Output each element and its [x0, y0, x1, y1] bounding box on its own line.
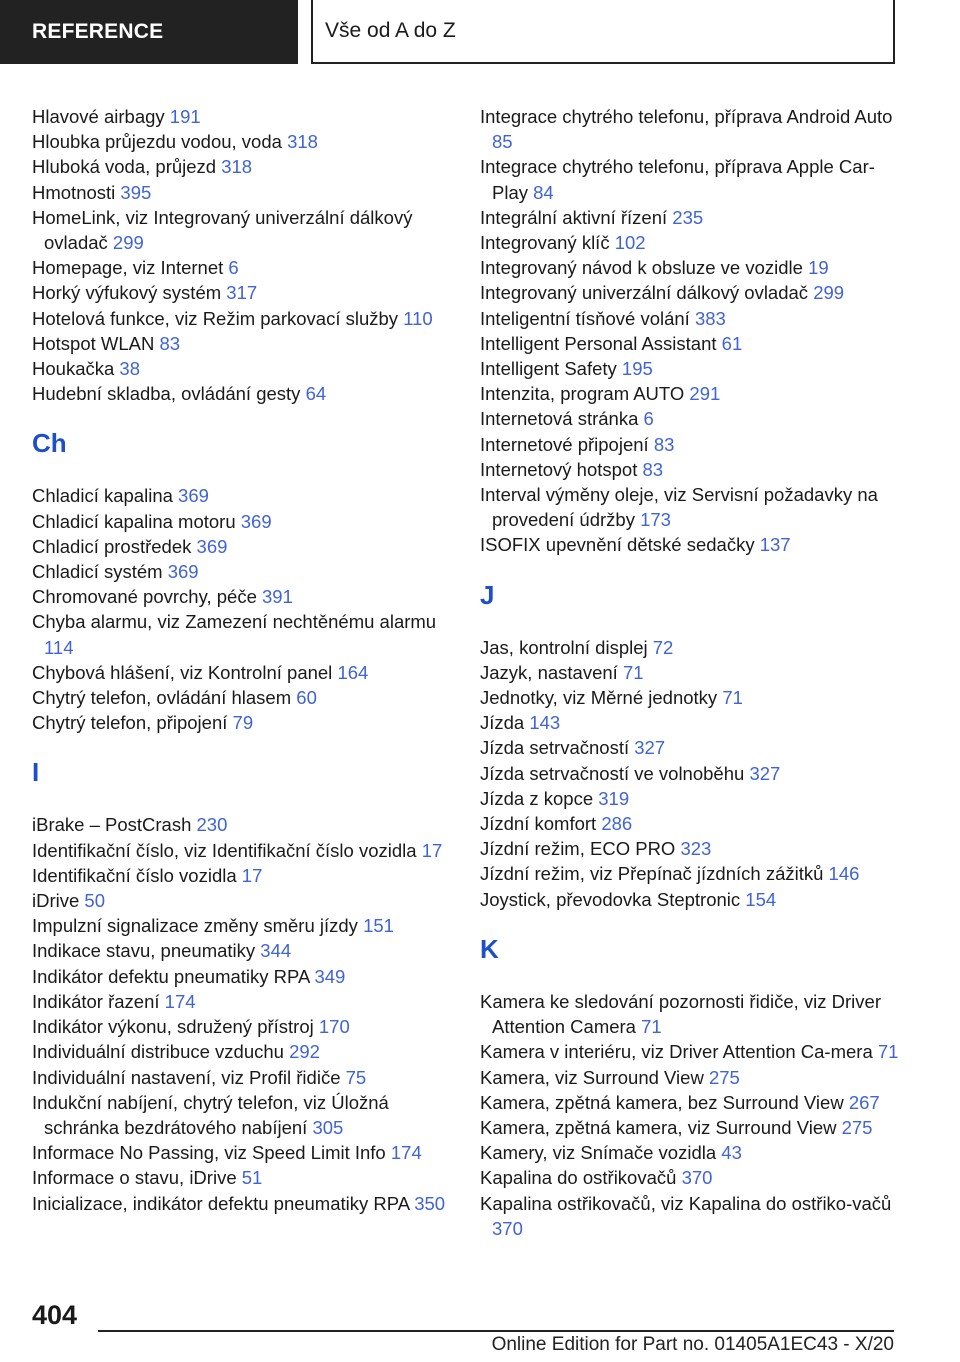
index-entry: [32, 710, 452, 735]
index-entry: [480, 735, 900, 760]
index-entry: [32, 1039, 452, 1064]
index-entry-page-link[interactable]: 51: [241, 1167, 263, 1189]
index-entry: [32, 205, 452, 255]
index-entry: [480, 381, 900, 406]
index-entry: [480, 255, 900, 280]
index-entry-page-link[interactable]: 174: [390, 1142, 422, 1164]
index-letter-heading: Ch: [32, 428, 67, 459]
index-entry: [480, 1039, 900, 1064]
index-entry-page-link[interactable]: 84: [533, 181, 554, 203]
index-entry: [32, 964, 452, 989]
index-entry-term: Indikátor řazení: [32, 990, 160, 1012]
index-entry-page-link[interactable]: 71: [722, 687, 743, 709]
index-entry-page-link[interactable]: 114: [44, 636, 74, 658]
index-entry-term: Chromované povrchy, péče: [32, 586, 257, 608]
index-entry: [480, 104, 900, 154]
index-entry: [480, 457, 900, 482]
index-entry: [32, 989, 452, 1014]
index-entry-term: Interval výměny oleje, viz Servisní požadavky na provedení údržby: [480, 484, 878, 531]
index-entry: [32, 104, 452, 129]
index-entry: [32, 938, 452, 963]
index-entry-page-link[interactable]: 395: [120, 181, 152, 203]
index-entry-page-link[interactable]: 317: [226, 282, 258, 304]
index-entry-page-link[interactable]: 102: [614, 232, 646, 254]
index-entry: [32, 381, 452, 406]
index-entry-term: Homepage, viz Internet: [32, 257, 224, 279]
index-entry: [480, 1165, 900, 1190]
index-entry-page-link[interactable]: 275: [708, 1066, 740, 1088]
index-entry-page-link[interactable]: 64: [305, 383, 327, 405]
index-entry: [480, 861, 900, 886]
index-entry: [32, 1090, 452, 1140]
index-entry-page-link[interactable]: 369: [240, 510, 272, 532]
index-entry: [480, 154, 900, 204]
index-entry-page-link[interactable]: 235: [672, 206, 704, 228]
index-entry: [32, 838, 452, 863]
index-entry: [480, 532, 900, 557]
index-entry: [32, 1065, 452, 1090]
index-entry-term: Hlavové airbagy: [32, 106, 165, 127]
index-entry-page-link[interactable]: 151: [363, 915, 394, 937]
index-entry-page-link[interactable]: 327: [749, 762, 781, 784]
index-entry-page-link[interactable]: 83: [653, 433, 675, 455]
index-entry: [480, 786, 900, 811]
index-entry-page-link[interactable]: 319: [598, 787, 630, 809]
index-entry-page-link[interactable]: 318: [287, 131, 318, 153]
index-entry-page-link[interactable]: 344: [260, 940, 292, 962]
section-label: REFERENCE: [32, 20, 164, 43]
index-entry-page-link[interactable]: 292: [289, 1041, 320, 1063]
index-entry: [480, 660, 900, 685]
index-entry-page-link[interactable]: 286: [601, 813, 633, 835]
index-entry-page-link[interactable]: 327: [634, 737, 666, 759]
index-entry: [480, 1140, 900, 1165]
index-entry-term: Intelligent Personal Assistant: [480, 332, 717, 354]
index-entry-term: HomeLink, viz Integrovaný univerzální dálkový ovladač: [32, 206, 413, 254]
index-entry-term: Intenzita, program AUTO: [480, 383, 685, 405]
index-entry: [32, 180, 452, 205]
index-entry-term: iBrake – PostCrash: [32, 814, 192, 836]
index-entry-term: Chladicí systém: [32, 561, 163, 583]
index-entry: [480, 989, 900, 1039]
index-column-left: [32, 104, 452, 1216]
index-entry: [32, 280, 452, 305]
index-entry-term: Hloubka průjezdu vodou, voda: [32, 131, 282, 153]
index-entry: [32, 660, 452, 685]
index-entry: [480, 836, 900, 861]
index-entry-term: Hmotnosti: [32, 181, 116, 203]
index-entry-term: Houkačka: [32, 358, 115, 380]
index-entry-page-link[interactable]: 110: [403, 307, 433, 329]
index-entry: [480, 331, 900, 356]
index-entry-term: Integrovaný univerzální dálkový ovladač: [480, 282, 809, 304]
index-entry-term: Individuální nastavení, viz Profil řidiče: [32, 1066, 341, 1088]
index-entry-term: Jízda setrvačností ve volnoběhu: [480, 762, 745, 784]
index-entry: [480, 1191, 900, 1241]
index-entry-page-link[interactable]: 299: [112, 232, 144, 254]
index-entry-page-link[interactable]: 267: [848, 1091, 880, 1113]
index-entry-page-link[interactable]: 170: [318, 1016, 350, 1038]
index-entry: [32, 306, 452, 331]
index-entry: [480, 306, 900, 331]
index-entry-term: Integrovaný klíč: [480, 232, 610, 254]
index-entry-term: Jízda setrvačností: [480, 737, 630, 759]
index-entry-term: Kamera, zpětná kamera, bez Surround View: [480, 1091, 844, 1113]
index-entry-page-link[interactable]: 137: [759, 534, 791, 556]
index-entry-page-link[interactable]: 391: [262, 586, 293, 608]
index-entry: [32, 483, 452, 508]
index-entry-term: Kamera, viz Surround View: [480, 1066, 704, 1088]
index-entry: [32, 534, 452, 559]
index-entry-term: Kapalina ostřikovačů, viz Kapalina do ostřiko-vačů: [480, 1192, 892, 1214]
index-entry-term: Jízdní režim, viz Přepínač jízdních zážitků: [480, 863, 824, 885]
index-entry-page-link[interactable]: 350: [414, 1192, 446, 1214]
index-entry-term: Jízda z kopce: [480, 787, 594, 809]
index-entry-term: Indikátor defektu pneumatiky RPA: [32, 965, 310, 987]
index-entry: [32, 685, 452, 710]
index-entry-term: Hotelová funkce, viz Režim parkovací služby: [32, 307, 399, 329]
index-entry: [480, 887, 900, 912]
index-entry-page-link[interactable]: 38: [119, 358, 140, 380]
index-entry: [32, 154, 452, 179]
index-entry: [480, 1115, 900, 1140]
index-entry-term: Jazyk, nastavení: [480, 661, 618, 683]
index-entry: [32, 863, 452, 888]
index-entry-page-link[interactable]: 72: [652, 636, 674, 658]
index-entry: [32, 584, 452, 609]
index-entry-term: Kamera v interiéru, viz Driver Attention Ca-mera: [480, 1041, 873, 1063]
index-entry: [480, 685, 900, 710]
index-entry-term: Hotspot WLAN: [32, 332, 155, 354]
footer-divider: [98, 1330, 894, 1332]
index-entry-page-link[interactable]: 61: [721, 332, 743, 354]
index-entry-page-link[interactable]: 369: [196, 535, 228, 557]
index-entry-term: Kamera, zpětná kamera, viz Surround View: [480, 1116, 837, 1138]
index-entry-page-link[interactable]: 164: [337, 661, 369, 683]
index-entry-page-link[interactable]: 349: [314, 965, 346, 987]
index-entry-page-link[interactable]: 50: [84, 890, 105, 912]
index-entry-term: Informace o stavu, iDrive: [32, 1167, 237, 1189]
index-letter-heading: K: [480, 933, 499, 964]
index-entry-page-link[interactable]: 369: [167, 561, 199, 583]
index-entry-page-link[interactable]: 191: [169, 106, 201, 127]
chapter-title: Vše od A do Z: [325, 19, 456, 42]
index-entry-page-link[interactable]: 369: [178, 485, 209, 507]
index-entry: [32, 1165, 452, 1190]
index-entry-term: Integrace chytrého telefonu, příprava Android Auto: [480, 106, 893, 127]
index-entry: [32, 1191, 452, 1216]
index-entry: [32, 129, 452, 154]
index-entry-page-link[interactable]: 75: [345, 1066, 367, 1088]
index-entry-term: Jízdní režim, ECO PRO: [480, 838, 676, 860]
index-entry-page-link[interactable]: 154: [745, 888, 777, 910]
index-entry-term: Kapalina do ostřikovačů: [480, 1167, 677, 1189]
index-entry: [480, 761, 900, 786]
index-entry-page-link[interactable]: 230: [196, 814, 228, 836]
index-entry-term: ISOFIX upevnění dětské sedačky: [480, 534, 755, 556]
index-entry-term: Internetová stránka: [480, 408, 639, 430]
index-entry-term: Internetový hotspot: [480, 458, 638, 480]
index-entry: [32, 559, 452, 584]
index-entry: [480, 280, 900, 305]
index-entry-page-link[interactable]: 43: [721, 1142, 742, 1164]
index-entry-page-link[interactable]: 83: [642, 458, 664, 480]
index-entry-term: Kamera ke sledování pozornosti řidiče, viz Driver Attention Camera: [480, 990, 881, 1038]
edition-footer: Online Edition for Part no. 01405A1EC43 - X/20: [491, 1334, 894, 1355]
index-entry-page-link[interactable]: 71: [641, 1016, 662, 1038]
index-entry-term: iDrive: [32, 890, 80, 912]
index-entry-term: Integrace chytrého telefonu, příprava Apple Car-Play: [480, 156, 875, 203]
index-entry-term: Indikace stavu, pneumatiky: [32, 940, 256, 962]
index-entry-term: Chytrý telefon, připojení: [32, 712, 228, 734]
index-entry-page-link[interactable]: 79: [232, 712, 254, 734]
index-column-right: [480, 104, 900, 1241]
index-entry-term: Inteligentní tísňové volání: [480, 307, 690, 329]
index-entry-term: Jas, kontrolní displej: [480, 636, 648, 658]
index-entry: [480, 482, 900, 532]
index-entry: [32, 1140, 452, 1165]
index-entry-term: Chladicí kapalina: [32, 485, 173, 507]
index-entry-page-link[interactable]: 85: [492, 131, 513, 153]
index-entry-term: Chybová hlášení, viz Kontrolní panel: [32, 661, 333, 683]
index-entry-page-link[interactable]: 174: [164, 990, 196, 1012]
index-entry: [32, 913, 452, 938]
index-entry-page-link[interactable]: 83: [159, 332, 181, 354]
index-entry: [32, 812, 452, 837]
index-entry-page-link[interactable]: 146: [828, 863, 860, 885]
index-entry-page-link[interactable]: 71: [622, 661, 644, 683]
index-entry-page-link[interactable]: 305: [312, 1116, 344, 1138]
index-entry-term: Integrální aktivní řízení: [480, 206, 668, 228]
index-entry: [480, 710, 900, 735]
index-entry-page-link[interactable]: 195: [621, 358, 653, 380]
index-entry-term: Identifikační číslo, viz Identifikační číslo vozidla: [32, 839, 417, 861]
index-entry: [480, 205, 900, 230]
index-entry-term: Intelligent Safety: [480, 358, 617, 380]
chapter-header: [311, 0, 895, 64]
index-entry-term: Kamery, viz Snímače vozidla: [480, 1142, 717, 1164]
index-entry-term: Indukční nabíjení, chytrý telefon, viz Úložná schránka bezdrátového nabíjení: [32, 1091, 389, 1138]
index-entry: [480, 811, 900, 836]
index-entry-term: Chyba alarmu, viz Zamezení nechtěnému alarmu: [32, 611, 437, 633]
index-entry-term: Hudební skladba, ovládání gesty: [32, 383, 301, 405]
index-entry: [480, 1090, 900, 1115]
index-entry-term: Joystick, převodovka Steptronic: [480, 888, 741, 910]
index-letter-heading: I: [32, 757, 40, 788]
index-entry-term: Jízdní komfort: [480, 813, 597, 835]
index-entry: [480, 1065, 900, 1090]
index-letter-heading: J: [480, 579, 495, 610]
section-tab: [0, 0, 298, 64]
index-entry-page-link[interactable]: 19: [808, 257, 829, 279]
index-entry: [32, 331, 452, 356]
index-entry-term: Jízda: [480, 712, 525, 734]
index-entry-page-link[interactable]: 17: [241, 864, 263, 886]
index-entry-page-link[interactable]: 323: [680, 838, 712, 860]
index-entry: [480, 432, 900, 457]
index-entry-term: Horký výfukový systém: [32, 282, 222, 304]
index-entry-term: Identifikační číslo vozidla: [32, 864, 237, 886]
index-entry: [32, 509, 452, 534]
index-entry-term: Impulzní signalizace změny směru jízdy: [32, 915, 358, 937]
index-entry-page-link[interactable]: 17: [421, 839, 443, 861]
index-entry-term: Integrovaný návod k obsluze ve vozidle: [480, 257, 803, 279]
index-entry-term: Jednotky, viz Měrné jednotky: [480, 687, 718, 709]
index-entry-term: Informace No Passing, viz Speed Limit Info: [32, 1142, 386, 1164]
index-entry-term: Chladicí prostředek: [32, 535, 192, 557]
index-entry: [32, 255, 452, 280]
index-entry-page-link[interactable]: 6: [228, 257, 239, 279]
index-entry-term: Hluboká voda, průjezd: [32, 156, 217, 178]
index-entry: [480, 406, 900, 431]
index-entry-page-link[interactable]: 6: [643, 408, 654, 430]
index-entry: [480, 230, 900, 255]
index-entry-page-link[interactable]: 370: [492, 1217, 523, 1239]
index-entry-page-link[interactable]: 383: [694, 307, 726, 329]
index-entry: [32, 609, 452, 659]
index-entry: [32, 356, 452, 381]
index-entry-page-link[interactable]: 173: [640, 509, 671, 531]
index-entry-term: Internetové připojení: [480, 433, 649, 455]
index-entry-page-link[interactable]: 291: [689, 383, 721, 405]
index-entry: [480, 356, 900, 381]
index-entry: [480, 635, 900, 660]
index-entry-term: Chytrý telefon, ovládání hlasem: [32, 687, 292, 709]
index-entry-page-link[interactable]: 71: [877, 1041, 899, 1063]
index-entry-page-link[interactable]: 275: [841, 1116, 873, 1138]
index-entry-page-link[interactable]: 318: [221, 156, 253, 178]
index-entry-page-link[interactable]: 299: [813, 282, 845, 304]
index-entry-term: Chladicí kapalina motoru: [32, 510, 236, 532]
index-entry-term: Individuální distribuce vzduchu: [32, 1041, 284, 1063]
page-number: 404: [32, 1300, 78, 1330]
index-entry-page-link[interactable]: 143: [529, 712, 561, 734]
index-entry-page-link[interactable]: 60: [296, 687, 317, 709]
index-entry: [32, 1014, 452, 1039]
index-entry-term: Inicializace, indikátor defektu pneumatiky RPA: [32, 1192, 410, 1214]
index-entry: [32, 888, 452, 913]
index-entry-term: Indikátor výkonu, sdružený přístroj: [32, 1016, 314, 1038]
index-entry-page-link[interactable]: 370: [681, 1167, 713, 1189]
